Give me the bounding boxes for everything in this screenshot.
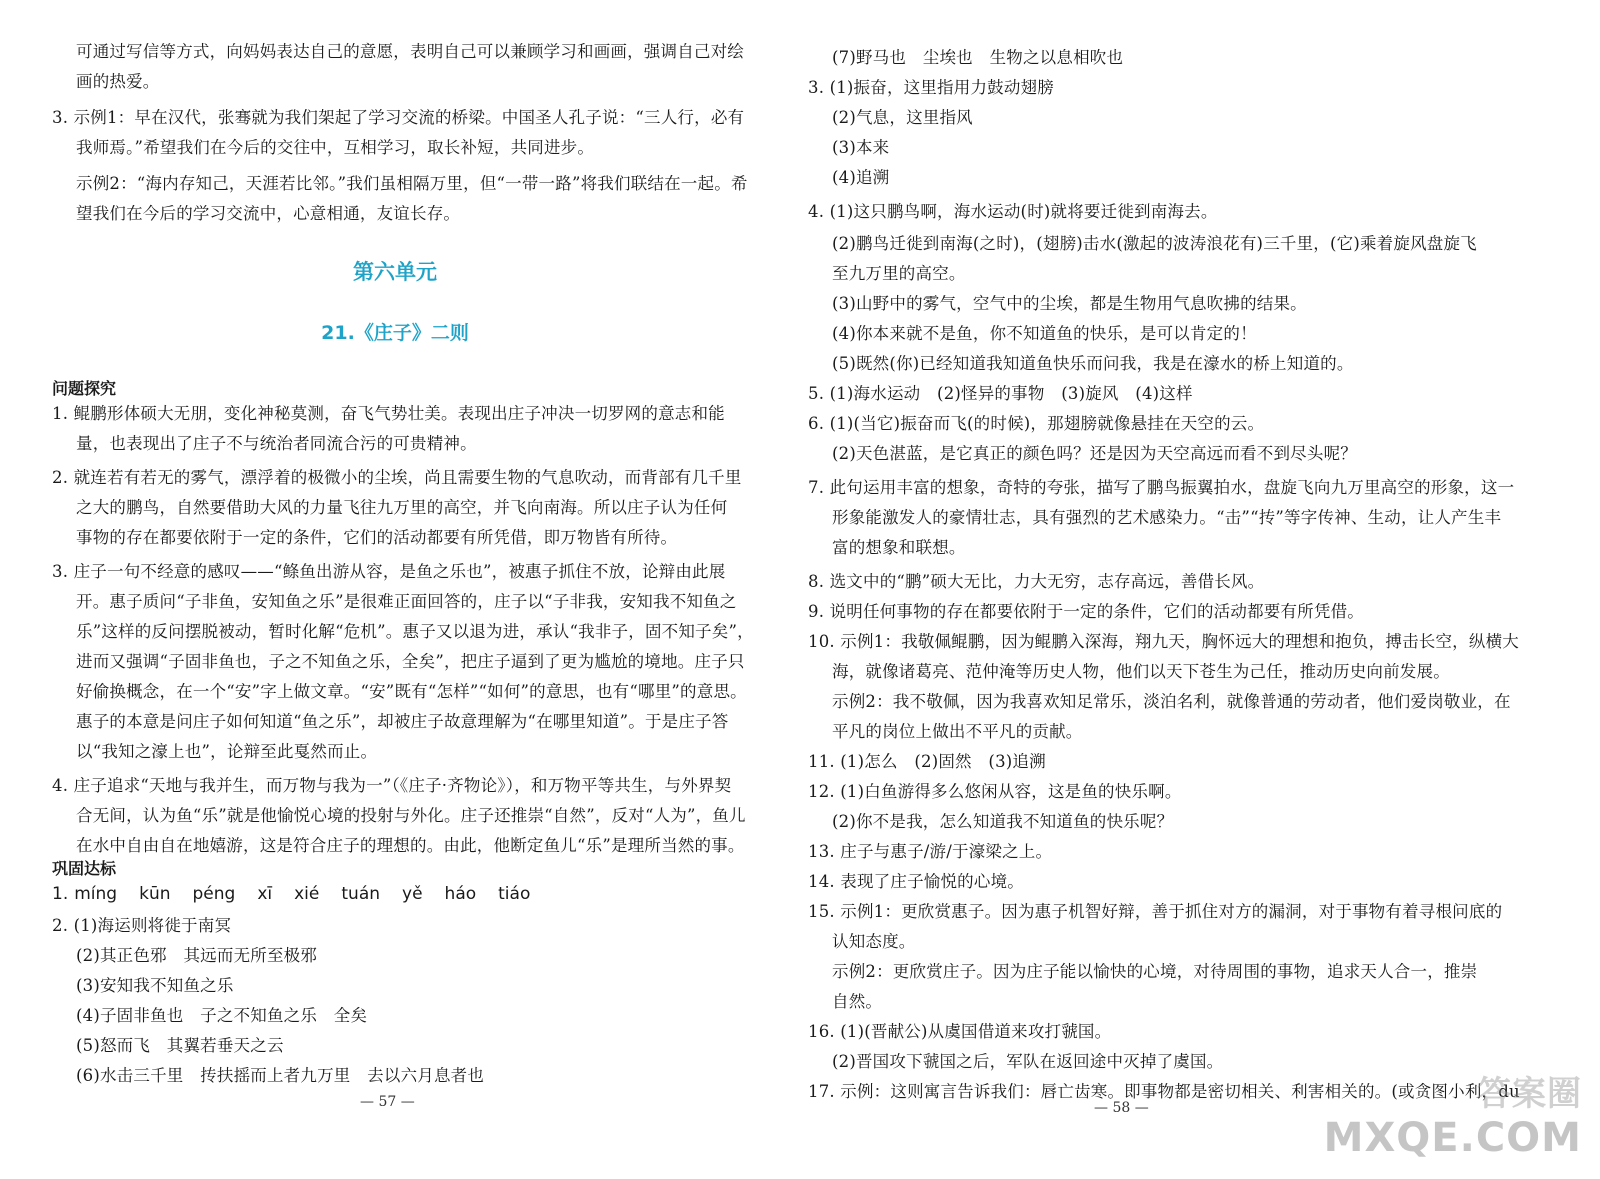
text-line: 9. 说明任何事物的存在都要依附于一定的条件，它们的活动都要有所凭借。	[808, 602, 1364, 621]
pinyin-item: péng	[192, 884, 236, 904]
text-line: 14. 表现了庄子愉悦的心境。	[808, 872, 1024, 891]
pinyin-item: xié	[294, 884, 320, 904]
right-page	[800, 0, 1600, 1179]
section-heading: 问题探究	[52, 379, 117, 398]
text-line: 至九万里的高空。	[832, 264, 966, 283]
text-line: 1. 鲲鹏形体硕大无朋，变化神秘莫测，奋飞气势壮美。表现出庄子冲决一切罗网的意志和能	[52, 404, 725, 423]
text-line: 合无间，认为鱼“乐”就是他愉悦心境的投射与外化。庄子还推崇“自然”，反对“人为”，鱼儿	[76, 806, 746, 825]
text-line: (5)既然(你)已经知道我知道鱼快乐而问我，我是在濠水的桥上知道的。	[832, 354, 1354, 373]
text-line: 望我们在今后的学习交流中，心意相通，友谊长存。	[76, 204, 461, 223]
text-line: 13. 庄子与惠子/游/于濠梁之上。	[808, 842, 1053, 861]
pinyin-item: xī	[257, 884, 273, 904]
text-line: 量，也表现出了庄子不与统治者同流合污的可贵精神。	[76, 434, 477, 453]
pinyin-label: 1.	[52, 884, 69, 904]
pinyin-item: kūn	[139, 884, 171, 904]
text-line: 示例2：“海内存知己，天涯若比邻。”我们虽相隔万里，但“一带一路”将我们联结在一起。希	[76, 174, 748, 193]
pinyin-item: tuán	[341, 884, 381, 904]
text-line: 11. (1)怎么 (2)固然 (3)追溯	[808, 752, 1046, 771]
text-line: 以“我知之濠上也”，论辩至此戛然而止。	[76, 742, 378, 761]
text-line: (5)怒而飞 其翼若垂天之云	[76, 1036, 284, 1055]
watermark	[1324, 1066, 1582, 1161]
text-line: (4)你本来就不是鱼，你不知道鱼的快乐，是可以肯定的！	[832, 324, 1257, 343]
text-line: 16. (1)(晋献公)从虞国借道来攻打虢国。	[808, 1022, 1112, 1041]
text-line: (2)天色湛蓝，是它真正的颜色吗？还是因为天空高远而看不到尽头呢？	[832, 444, 1357, 463]
text-line: 3. 示例1：早在汉代，张骞就为我们架起了学习交流的桥梁。中国圣人孔子说：“三人行，必有	[52, 108, 745, 127]
pinyin-item: tiáo	[498, 884, 531, 904]
pinyin-line	[52, 884, 552, 904]
text-line: (2)鹏鸟迁徙到南海(之时)，(翅膀)击水(激起的波涛浪花有)三千里，(它)乘着旋风盘旋飞	[832, 234, 1477, 253]
text-line: 可通过写信等方式，向妈妈表达自己的意愿，表明自己可以兼顾学习和画画，强调自己对绘	[76, 42, 744, 61]
text-line: 之大的鹏鸟，自然要借助大风的力量飞往九万里的高空，并飞向南海。所以庄子认为任何	[76, 498, 728, 517]
text-line: (2)你不是我，怎么知道我不知道鱼的快乐呢？	[832, 812, 1174, 831]
text-line: 认知态度。	[832, 932, 916, 951]
text-line: 4. (1)这只鹏鸟啊，海水运动(时)就将要迁徙到南海去。	[808, 202, 1218, 221]
text-line: 示例2：我不敬佩，因为我喜欢知足常乐，淡泊名利，就像普通的劳动者，他们爱岗敬业，在	[832, 692, 1511, 711]
text-line: (7)野马也 尘埃也 生物之以息相吹也	[832, 48, 1124, 67]
text-line: 2. 就连若有若无的雾气，漂浮着的极微小的尘埃，尚且需要生物的气息吹动，而背部有几千里	[52, 468, 742, 487]
text-line: 好偷换概念，在一个“安”字上做文章。“安”既有“怎样”“如何”的意思，也有“哪里”的意思。	[76, 682, 747, 701]
pinyin-item: háo	[444, 884, 477, 904]
text-line: (6)水击三千里 抟扶摇而上者九万里 去以六月息者也	[76, 1066, 485, 1085]
text-line: 形象能激发人的豪情壮志，具有强烈的艺术感染力。“击”“抟”等字传神、生动，让人产生丰	[832, 508, 1502, 527]
text-line: 6. (1)(当它)振奋而飞(的时候)，那翅膀就像悬挂在天空的云。	[808, 414, 1265, 433]
text-line: 4. 庄子追求“天地与我并生，而万物与我为一”（《庄子·齐物论》），和万物平等共生，与外界契	[52, 776, 732, 795]
text-line: 我师焉。”希望我们在今后的交往中，互相学习，取长补短，共同进步。	[76, 138, 595, 157]
text-line: 15. 示例1：更欣赏惠子。因为惠子机智好辩，善于抓住对方的漏洞，对于事物有着寻根问底的	[808, 902, 1503, 921]
text-line: (2)晋国攻下虢国之后，军队在返回途中灭掉了虞国。	[832, 1052, 1224, 1071]
text-line: 乐”这样的反问摆脱被动，暂时化解“危机”。惠子又以退为进，承认“我非子，固不知子矣”，	[76, 622, 754, 641]
text-line: 5. (1)海水运动 (2)怪异的事物 (3)旋风 (4)这样	[808, 384, 1193, 403]
page-number: — 58 —	[1094, 1100, 1149, 1116]
watermark-bottom: MXQE.COM	[1323, 1115, 1582, 1161]
text-line: 2. (1)海运则将徙于南冥	[52, 916, 232, 935]
pinyin-item: yě	[402, 884, 423, 904]
unit-title: 第六单元	[353, 260, 437, 284]
text-line: 3. 庄子一句不经意的感叹——“鲦鱼出游从容，是鱼之乐也”，被惠子抓住不放，论辩由此展	[52, 562, 726, 581]
text-line: 海，就像诸葛亮、范仲淹等历史人物，他们以天下苍生为己任，推动历史向前发展。	[832, 662, 1450, 681]
lesson-title: 21.《庄子》二则	[321, 322, 469, 344]
text-line: 平凡的岗位上做出不平凡的贡献。	[832, 722, 1083, 741]
text-line: (2)气息，这里指风	[832, 108, 973, 127]
text-line: 在水中自由自在地嬉游，这是符合庄子的理想的。由此，他断定鱼儿“乐”是理所当然的事。	[76, 836, 745, 855]
text-line: 开。惠子质问“子非鱼，安知鱼之乐”是很难正面回答的，庄子以“子非我，安知我不知鱼之	[76, 592, 737, 611]
text-line: 进而又强调“子固非鱼也，子之不知鱼之乐，全矣”，把庄子逼到了更为尴尬的境地。庄子只	[76, 652, 745, 671]
text-line: 惠子的本意是问庄子如何知道“鱼之乐”，却被庄子故意理解为“在哪里知道”。于是庄子答	[76, 712, 729, 731]
text-line: 富的想象和联想。	[832, 538, 966, 557]
text-line: (3)安知我不知鱼之乐	[76, 976, 234, 995]
text-line: (2)其正色邪 其远而无所至极邪	[76, 946, 318, 965]
text-line: 17. 示例：这则寓言告诉我们：唇亡齿寒。即事物都是密切相关、利害相关的。(或贪图小利，du	[808, 1082, 1520, 1101]
text-line: 7. 此句运用丰富的想象，奇特的夸张，描写了鹏鸟振翼拍水，盘旋飞向九万里高空的形象，这一	[808, 478, 1515, 497]
text-line: (3)本来	[832, 138, 890, 157]
left-page	[0, 0, 790, 1179]
watermark-top: 答案圈	[1477, 1074, 1582, 1114]
text-line: 示例2：更欣赏庄子。因为庄子能以愉快的心境，对待周围的事物，追求天人合一，推崇	[832, 962, 1478, 981]
pinyin-item: míng	[74, 884, 118, 904]
text-line: 3. (1)振奋，这里指用力鼓动翅膀	[808, 78, 1054, 97]
section-heading: 巩固达标	[52, 859, 117, 878]
text-line: 自然。	[832, 992, 883, 1011]
text-line: (3)山野中的雾气，空气中的尘埃，都是生物用气息吹拂的结果。	[832, 294, 1307, 313]
text-line: 12. (1)白鱼游得多么悠闲从容，这是鱼的快乐啊。	[808, 782, 1182, 801]
text-line: (4)追溯	[832, 168, 890, 187]
text-line: 事物的存在都要依附于一定的条件，它们的活动都要有所凭借，即万物皆有所待。	[76, 528, 678, 547]
page-number: — 57 —	[360, 1094, 415, 1110]
text-line: 10. 示例1：我敬佩鲲鹏，因为鲲鹏入深海，翔九天，胸怀远大的理想和抱负，搏击长空，纵横大	[808, 632, 1519, 651]
text-line: 画的热爱。	[76, 72, 160, 91]
text-line: (4)子固非鱼也 子之不知鱼之乐 全矣	[76, 1006, 368, 1025]
text-line: 8. 选文中的“鹏”硕大无比，力大无穷，志存高远，善借长风。	[808, 572, 1265, 591]
